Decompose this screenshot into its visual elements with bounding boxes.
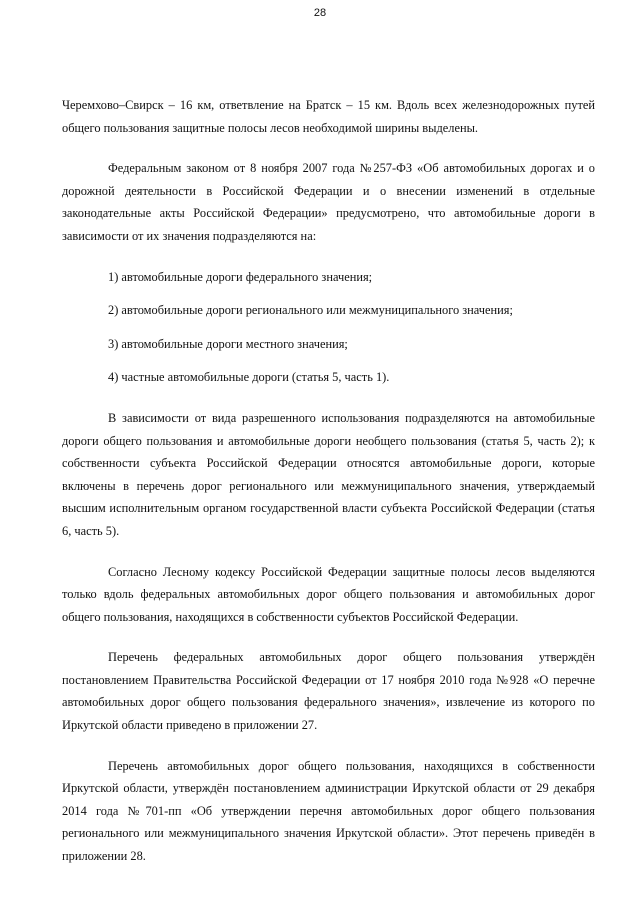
- list-item: 3) автомобильные дороги местного значения;: [108, 336, 348, 351]
- page-number: 28: [313, 7, 327, 19]
- paragraph: Перечень автомобильных дорог общего пользования, находящихся в собственности Иркутской области, утверждён постановлением администрации Иркутской области от 29 декабря 2014 года №701-пп «Об утверждении перечня автомобильных дорог общего пользования регионального или межмуниципального значения Иркутской области». Этот перечень приведён в приложении 28.: [62, 758, 595, 864]
- paragraph: В зависимости от вида разрешенного использования подразделяются на автомобильные дороги общего пользования и автомобильные дороги необщего пользования (статья 5, часть 2); к собственности субъекта Российской Федерации относятся автомобильные дороги, которые включены в перечень дорог регионального или межмуниципального значения, утверждаемый высшим исполнительным органом государственной власти субъекта Российской Федерации (статья 6, часть 5).: [62, 410, 595, 538]
- list-item: 1) автомобильные дороги федерального значения;: [108, 269, 373, 284]
- list-item: 2) автомобильные дороги регионального или межмуниципального значения;: [108, 303, 513, 318]
- paragraph: Согласно Лесному кодексу Российской Федерации защитные полосы лесов выделяются только вдоль федеральных автомобильных дорог общего пользования и автомобильных дорог общего пользования, находящихся в собственности субъектов Российской Федерации.: [62, 564, 595, 624]
- paragraph: Черемхово–Свирск – 16 км, ответвление на Братск – 15 км. Вдоль всех железнодорожных путей общего пользования защитные полосы лесов необходимой ширины выделены.: [62, 98, 595, 135]
- paragraph: Перечень федеральных автомобильных дорог общего пользования утверждён постановлением Правительства Российской Федерации от 17 ноября 2010 года №928 «О перечне автомобильных дорог общего пользования федерального значения», извлечение из которого по Иркутской области приведено в приложении 27.: [62, 650, 595, 733]
- paragraph: Федеральным законом от 8 ноября 2007 года №257-ФЗ «Об автомобильных дорогах и о дорожной деятельности в Российской Федерации и о внесении изменений в отдельные законодательные акты Российской Федерации» предусмотрено, что автомобильные дороги в зависимости от их значения подразделяются на:: [62, 161, 595, 243]
- document-body: [62, 94, 595, 886]
- list-item: 4) частные автомобильные дороги (статья 5, часть 1).: [108, 370, 390, 385]
